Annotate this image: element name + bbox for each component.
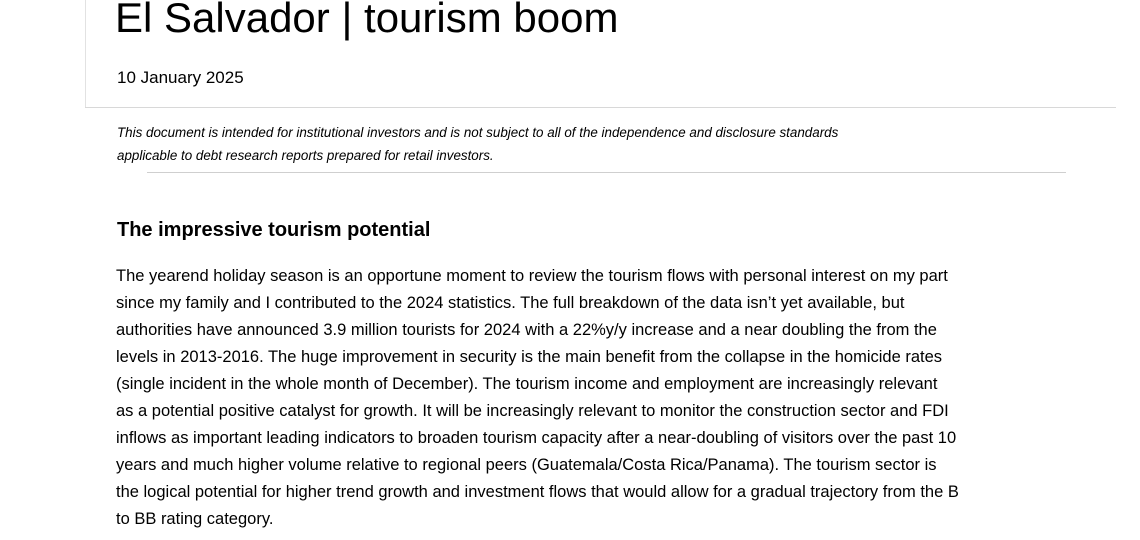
paragraph-line: the logical potential for higher trend growth and investment flows that would allow for a gradual trajectory from the B — [116, 483, 959, 501]
paragraph-line: inflows as important leading indicators to broaden tourism capacity after a near-doubling of visitors over the past 10 — [116, 429, 957, 447]
paragraph-line: (single incident in the whole month of December). The tourism income and employment are increasingly relevant — [116, 375, 938, 393]
document-title: El Salvador | tourism boom — [115, 0, 619, 41]
paragraph-line: authorities have announced 3.9 million tourists for 2024 with a 22%y/y increase and a near doubling the from the — [116, 321, 937, 339]
paragraph-line: since my family and I contributed to the 2024 statistics. The full breakdown of the data isn’t yet available, but — [116, 294, 905, 312]
left-divider — [85, 0, 86, 108]
paragraph-line: as a potential positive catalyst for growth. It will be increasingly relevant to monitor the construction sector and FDI — [116, 402, 949, 420]
publication-date: 10 January 2025 — [117, 68, 244, 87]
paragraph-line: The yearend holiday season is an opportune moment to review the tourism flows with personal interest on my part — [116, 267, 948, 285]
disclaimer-line: applicable to debt research reports prepared for retail investors. — [117, 148, 494, 163]
paragraph-line: years and much higher volume relative to regional peers (Guatemala/Costa Rica/Panama). The tourism sector is — [116, 456, 937, 474]
section-heading: The impressive tourism potential — [117, 219, 431, 241]
paragraph-line: to BB rating category. — [116, 510, 274, 528]
disclaimer-line: This document is intended for institutional investors and is not subject to all of the independence and disclosure standards — [117, 125, 839, 140]
disclaimer — [117, 121, 1077, 167]
disclaimer-divider — [147, 172, 1066, 173]
paragraph-line: levels in 2013-2016. The huge improvement in security is the main benefit from the collapse in the homicide rates — [116, 348, 943, 366]
header-divider — [85, 107, 1116, 108]
